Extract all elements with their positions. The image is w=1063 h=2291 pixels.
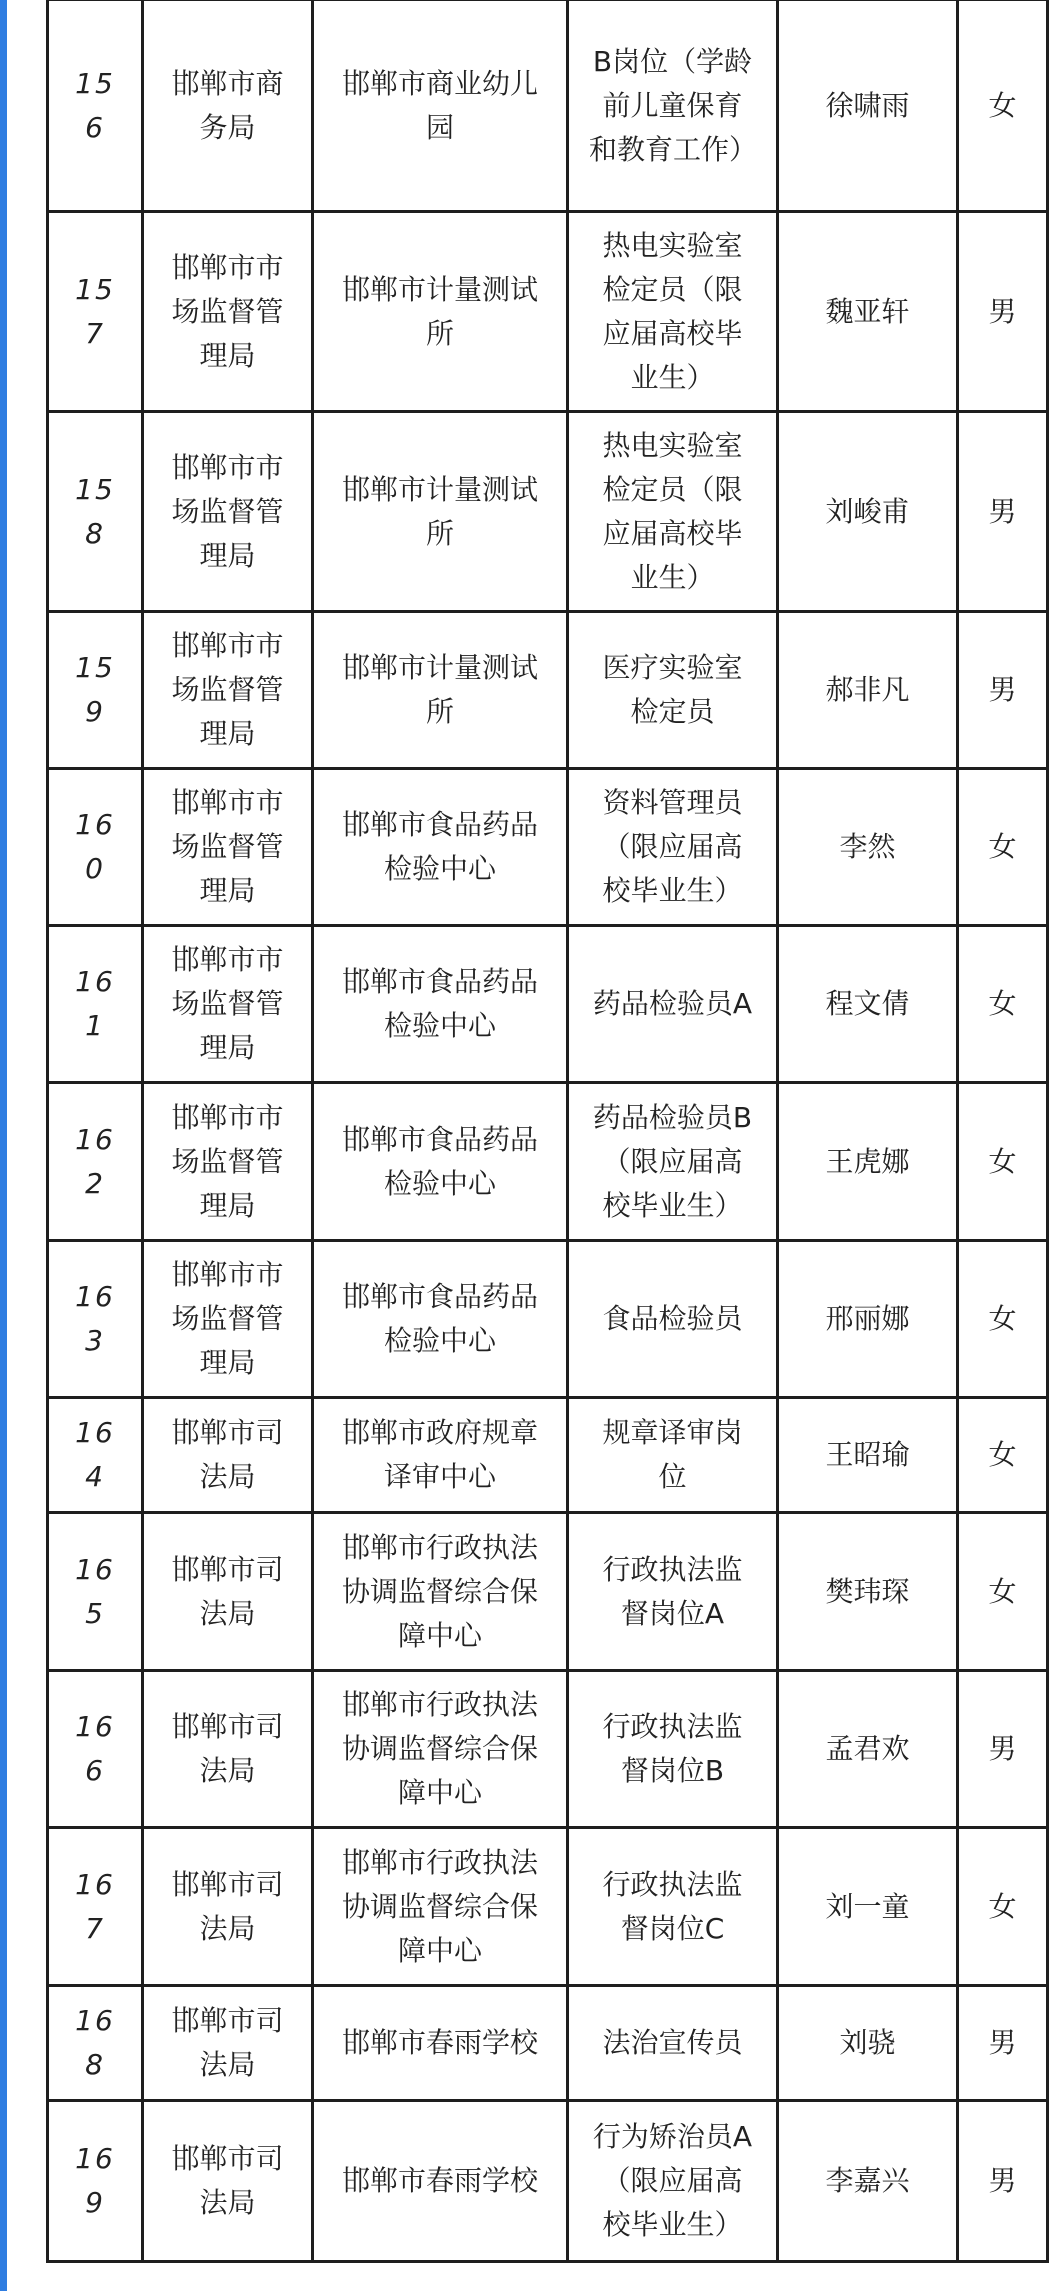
row-number-cell: 165 xyxy=(48,1513,143,1671)
employer-unit-cell: 邯郸市计量测试所 xyxy=(313,612,568,769)
table-row xyxy=(48,1986,1048,2101)
position-cell: 食品检验员 xyxy=(568,1241,778,1398)
employer-unit-cell: 邯郸市食品药品检验中心 xyxy=(313,926,568,1083)
gender-cell: 女 xyxy=(958,1241,1048,1398)
gender-cell: 女 xyxy=(958,1083,1048,1241)
department-cell: 邯郸市市场监督管理局 xyxy=(143,1241,313,1398)
employer-unit-cell: 邯郸市食品药品检验中心 xyxy=(313,1083,568,1241)
table-row xyxy=(48,612,1048,769)
gender-cell: 男 xyxy=(958,1671,1048,1828)
position-cell: 行政执法监督岗位B xyxy=(568,1671,778,1828)
row-number-cell: 164 xyxy=(48,1398,143,1513)
employer-unit-cell: 邯郸市春雨学校 xyxy=(313,2101,568,2262)
gender-cell: 女 xyxy=(958,1398,1048,1513)
employer-unit-cell: 邯郸市计量测试所 xyxy=(313,212,568,412)
person-name-cell: 王虎娜 xyxy=(778,1083,958,1241)
person-name-cell: 李然 xyxy=(778,769,958,926)
table-row xyxy=(48,1828,1048,1986)
table-row xyxy=(48,212,1048,412)
gender-cell: 女 xyxy=(958,1828,1048,1986)
table-row xyxy=(48,1083,1048,1241)
table-row xyxy=(48,1671,1048,1828)
position-cell: 行为矫治员A（限应届高校毕业生） xyxy=(568,2101,778,2262)
position-cell: 热电实验室检定员（限应届高校毕业生） xyxy=(568,212,778,412)
document-sheet xyxy=(46,0,1046,2291)
gender-cell: 女 xyxy=(958,1513,1048,1671)
employer-unit-cell: 邯郸市春雨学校 xyxy=(313,1986,568,2101)
department-cell: 邯郸市市场监督管理局 xyxy=(143,926,313,1083)
position-cell: 法治宣传员 xyxy=(568,1986,778,2101)
position-cell: 药品检验员B（限应届高校毕业生） xyxy=(568,1083,778,1241)
department-cell: 邯郸市市场监督管理局 xyxy=(143,612,313,769)
row-number-cell: 159 xyxy=(48,612,143,769)
department-cell: 邯郸市市场监督管理局 xyxy=(143,212,313,412)
department-cell: 邯郸市司法局 xyxy=(143,2101,313,2262)
position-cell: 医疗实验室检定员 xyxy=(568,612,778,769)
row-number-cell: 160 xyxy=(48,769,143,926)
person-name-cell: 刘峻甫 xyxy=(778,412,958,612)
table-row xyxy=(48,1241,1048,1398)
gender-cell: 女 xyxy=(958,926,1048,1083)
personnel-table xyxy=(46,0,1049,2263)
gender-cell: 男 xyxy=(958,212,1048,412)
table-row xyxy=(48,1398,1048,1513)
table-row xyxy=(48,0,1048,212)
table-row xyxy=(48,769,1048,926)
position-cell: 规章译审岗位 xyxy=(568,1398,778,1513)
row-number-cell: 156 xyxy=(48,0,143,212)
person-name-cell: 徐啸雨 xyxy=(778,0,958,212)
gender-cell: 男 xyxy=(958,412,1048,612)
row-number-cell: 157 xyxy=(48,212,143,412)
gender-cell: 男 xyxy=(958,612,1048,769)
employer-unit-cell: 邯郸市食品药品检验中心 xyxy=(313,769,568,926)
employer-unit-cell: 邯郸市食品药品检验中心 xyxy=(313,1241,568,1398)
left-accent-bar xyxy=(0,0,7,2291)
gender-cell: 女 xyxy=(958,769,1048,926)
gender-cell: 男 xyxy=(958,2101,1048,2262)
table-body xyxy=(48,0,1048,2262)
row-number-cell: 169 xyxy=(48,2101,143,2262)
person-name-cell: 孟君欢 xyxy=(778,1671,958,1828)
department-cell: 邯郸市司法局 xyxy=(143,1398,313,1513)
position-cell: B岗位（学龄前儿童保育和教育工作） xyxy=(568,0,778,212)
person-name-cell: 程文倩 xyxy=(778,926,958,1083)
person-name-cell: 魏亚轩 xyxy=(778,212,958,412)
gender-cell: 女 xyxy=(958,0,1048,212)
person-name-cell: 郝非凡 xyxy=(778,612,958,769)
row-number-cell: 163 xyxy=(48,1241,143,1398)
table-row xyxy=(48,926,1048,1083)
table-row xyxy=(48,412,1048,612)
person-name-cell: 王昭瑜 xyxy=(778,1398,958,1513)
position-cell: 热电实验室检定员（限应届高校毕业生） xyxy=(568,412,778,612)
employer-unit-cell: 邯郸市行政执法协调监督综合保障中心 xyxy=(313,1513,568,1671)
person-name-cell: 刘骁 xyxy=(778,1986,958,2101)
person-name-cell: 刘一童 xyxy=(778,1828,958,1986)
department-cell: 邯郸市商务局 xyxy=(143,0,313,212)
row-number-cell: 158 xyxy=(48,412,143,612)
department-cell: 邯郸市市场监督管理局 xyxy=(143,412,313,612)
department-cell: 邯郸市司法局 xyxy=(143,1513,313,1671)
row-number-cell: 168 xyxy=(48,1986,143,2101)
department-cell: 邯郸市市场监督管理局 xyxy=(143,769,313,926)
employer-unit-cell: 邯郸市行政执法协调监督综合保障中心 xyxy=(313,1671,568,1828)
row-number-cell: 162 xyxy=(48,1083,143,1241)
employer-unit-cell: 邯郸市政府规章译审中心 xyxy=(313,1398,568,1513)
employer-unit-cell: 邯郸市商业幼儿园 xyxy=(313,0,568,212)
department-cell: 邯郸市市场监督管理局 xyxy=(143,1083,313,1241)
row-number-cell: 166 xyxy=(48,1671,143,1828)
gender-cell: 男 xyxy=(958,1986,1048,2101)
position-cell: 行政执法监督岗位C xyxy=(568,1828,778,1986)
department-cell: 邯郸市司法局 xyxy=(143,1828,313,1986)
person-name-cell: 邢丽娜 xyxy=(778,1241,958,1398)
department-cell: 邯郸市司法局 xyxy=(143,1671,313,1828)
person-name-cell: 樊玮琛 xyxy=(778,1513,958,1671)
position-cell: 资料管理员（限应届高校毕业生） xyxy=(568,769,778,926)
row-number-cell: 161 xyxy=(48,926,143,1083)
row-number-cell: 167 xyxy=(48,1828,143,1986)
employer-unit-cell: 邯郸市计量测试所 xyxy=(313,412,568,612)
position-cell: 药品检验员A xyxy=(568,926,778,1083)
table-row xyxy=(48,1513,1048,1671)
table-row xyxy=(48,2101,1048,2262)
position-cell: 行政执法监督岗位A xyxy=(568,1513,778,1671)
department-cell: 邯郸市司法局 xyxy=(143,1986,313,2101)
person-name-cell: 李嘉兴 xyxy=(778,2101,958,2262)
employer-unit-cell: 邯郸市行政执法协调监督综合保障中心 xyxy=(313,1828,568,1986)
